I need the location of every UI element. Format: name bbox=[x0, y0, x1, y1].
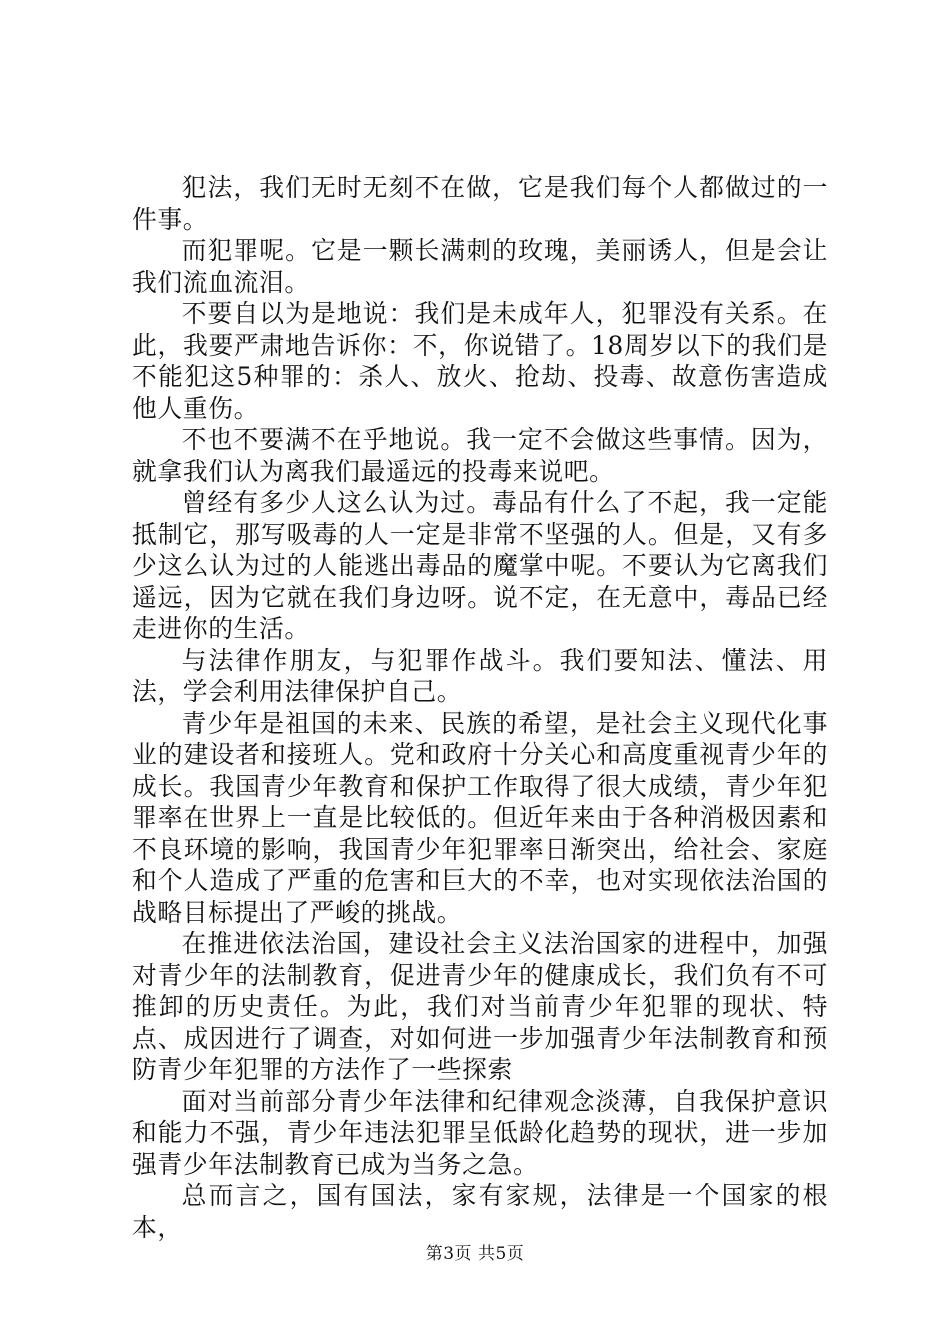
document-body bbox=[132, 172, 828, 1243]
paragraph-2: 而犯罪呢。它是一颗长满刺的玫瑰，美丽诱人，但是会让我们流血流泪。 bbox=[132, 236, 828, 297]
paragraph-4: 不也不要满不在乎地说。我一定不会做这些事情。因为，就拿我们认为离我们最遥远的投毒来说吧。 bbox=[132, 425, 828, 486]
paragraph-6: 与法律作朋友，与犯罪作战斗。我们要知法、懂法、用法，学会利用法律保护自己。 bbox=[132, 645, 828, 706]
paragraph-9: 面对当前部分青少年法律和纪律观念淡薄，自我保护意识和能力不强，青少年违法犯罪呈低龄化趋势的现状，进一步加强青少年法制教育已成为当务之急。 bbox=[132, 1086, 828, 1179]
paragraph-1: 犯法，我们无时无刻不在做，它是我们每个人都做过的一件事。 bbox=[132, 173, 828, 234]
paragraph-3: 不要自以为是地说：我们是未成年人，犯罪没有关系。在此，我要严肃地告诉你：不，你说错了。18周岁以下的我们是不能犯这5种罪的：杀人、放火、抢劫、投毒、故意伤害造成他人重伤。 bbox=[132, 299, 828, 423]
paragraph-8: 在推进依法治国，建设社会主义法治国家的进程中，加强对青少年的法制教育，促进青少年的健康成长，我们负有不可推卸的历史责任。为此，我们对当前青少年犯罪的现状、特点、成因进行了调查，对如何进一步加强青少年法制教育和预防青少年犯罪的方法作了一些探索 bbox=[132, 929, 828, 1084]
paragraph-7: 青少年是祖国的未来、民族的希望，是社会主义现代化事业的建设者和接班人。党和政府十分关心和高度重视青少年的成长。我国青少年教育和保护工作取得了很大成绩，青少年犯罪率在世界上一直是比较低的。但近年来由于各种消极因素和不良环境的影响，我国青少年犯罪率日渐突出，给社会、家庭和个人造成了严重的危害和巨大的不幸，也对实现依法治国的战略目标提出了严峻的挑战。 bbox=[132, 708, 828, 927]
paragraph-5: 曾经有多少人这么认为过。毒品有什么了不起，我一定能抵制它，那写吸毒的人一定是非常不坚强的人。但是，又有多少这么认为过的人能逃出毒品的魔掌中呢。不要认为它离我们遥远，因为它就在我们身边呀。说不定，在无意中，毒品已经走进你的生活。 bbox=[132, 488, 828, 643]
page-number-footer: 第3页 共5页 bbox=[425, 1244, 525, 1264]
paragraph-10: 总而言之，国有国法，家有家规，法律是一个国家的根本， bbox=[132, 1181, 828, 1242]
